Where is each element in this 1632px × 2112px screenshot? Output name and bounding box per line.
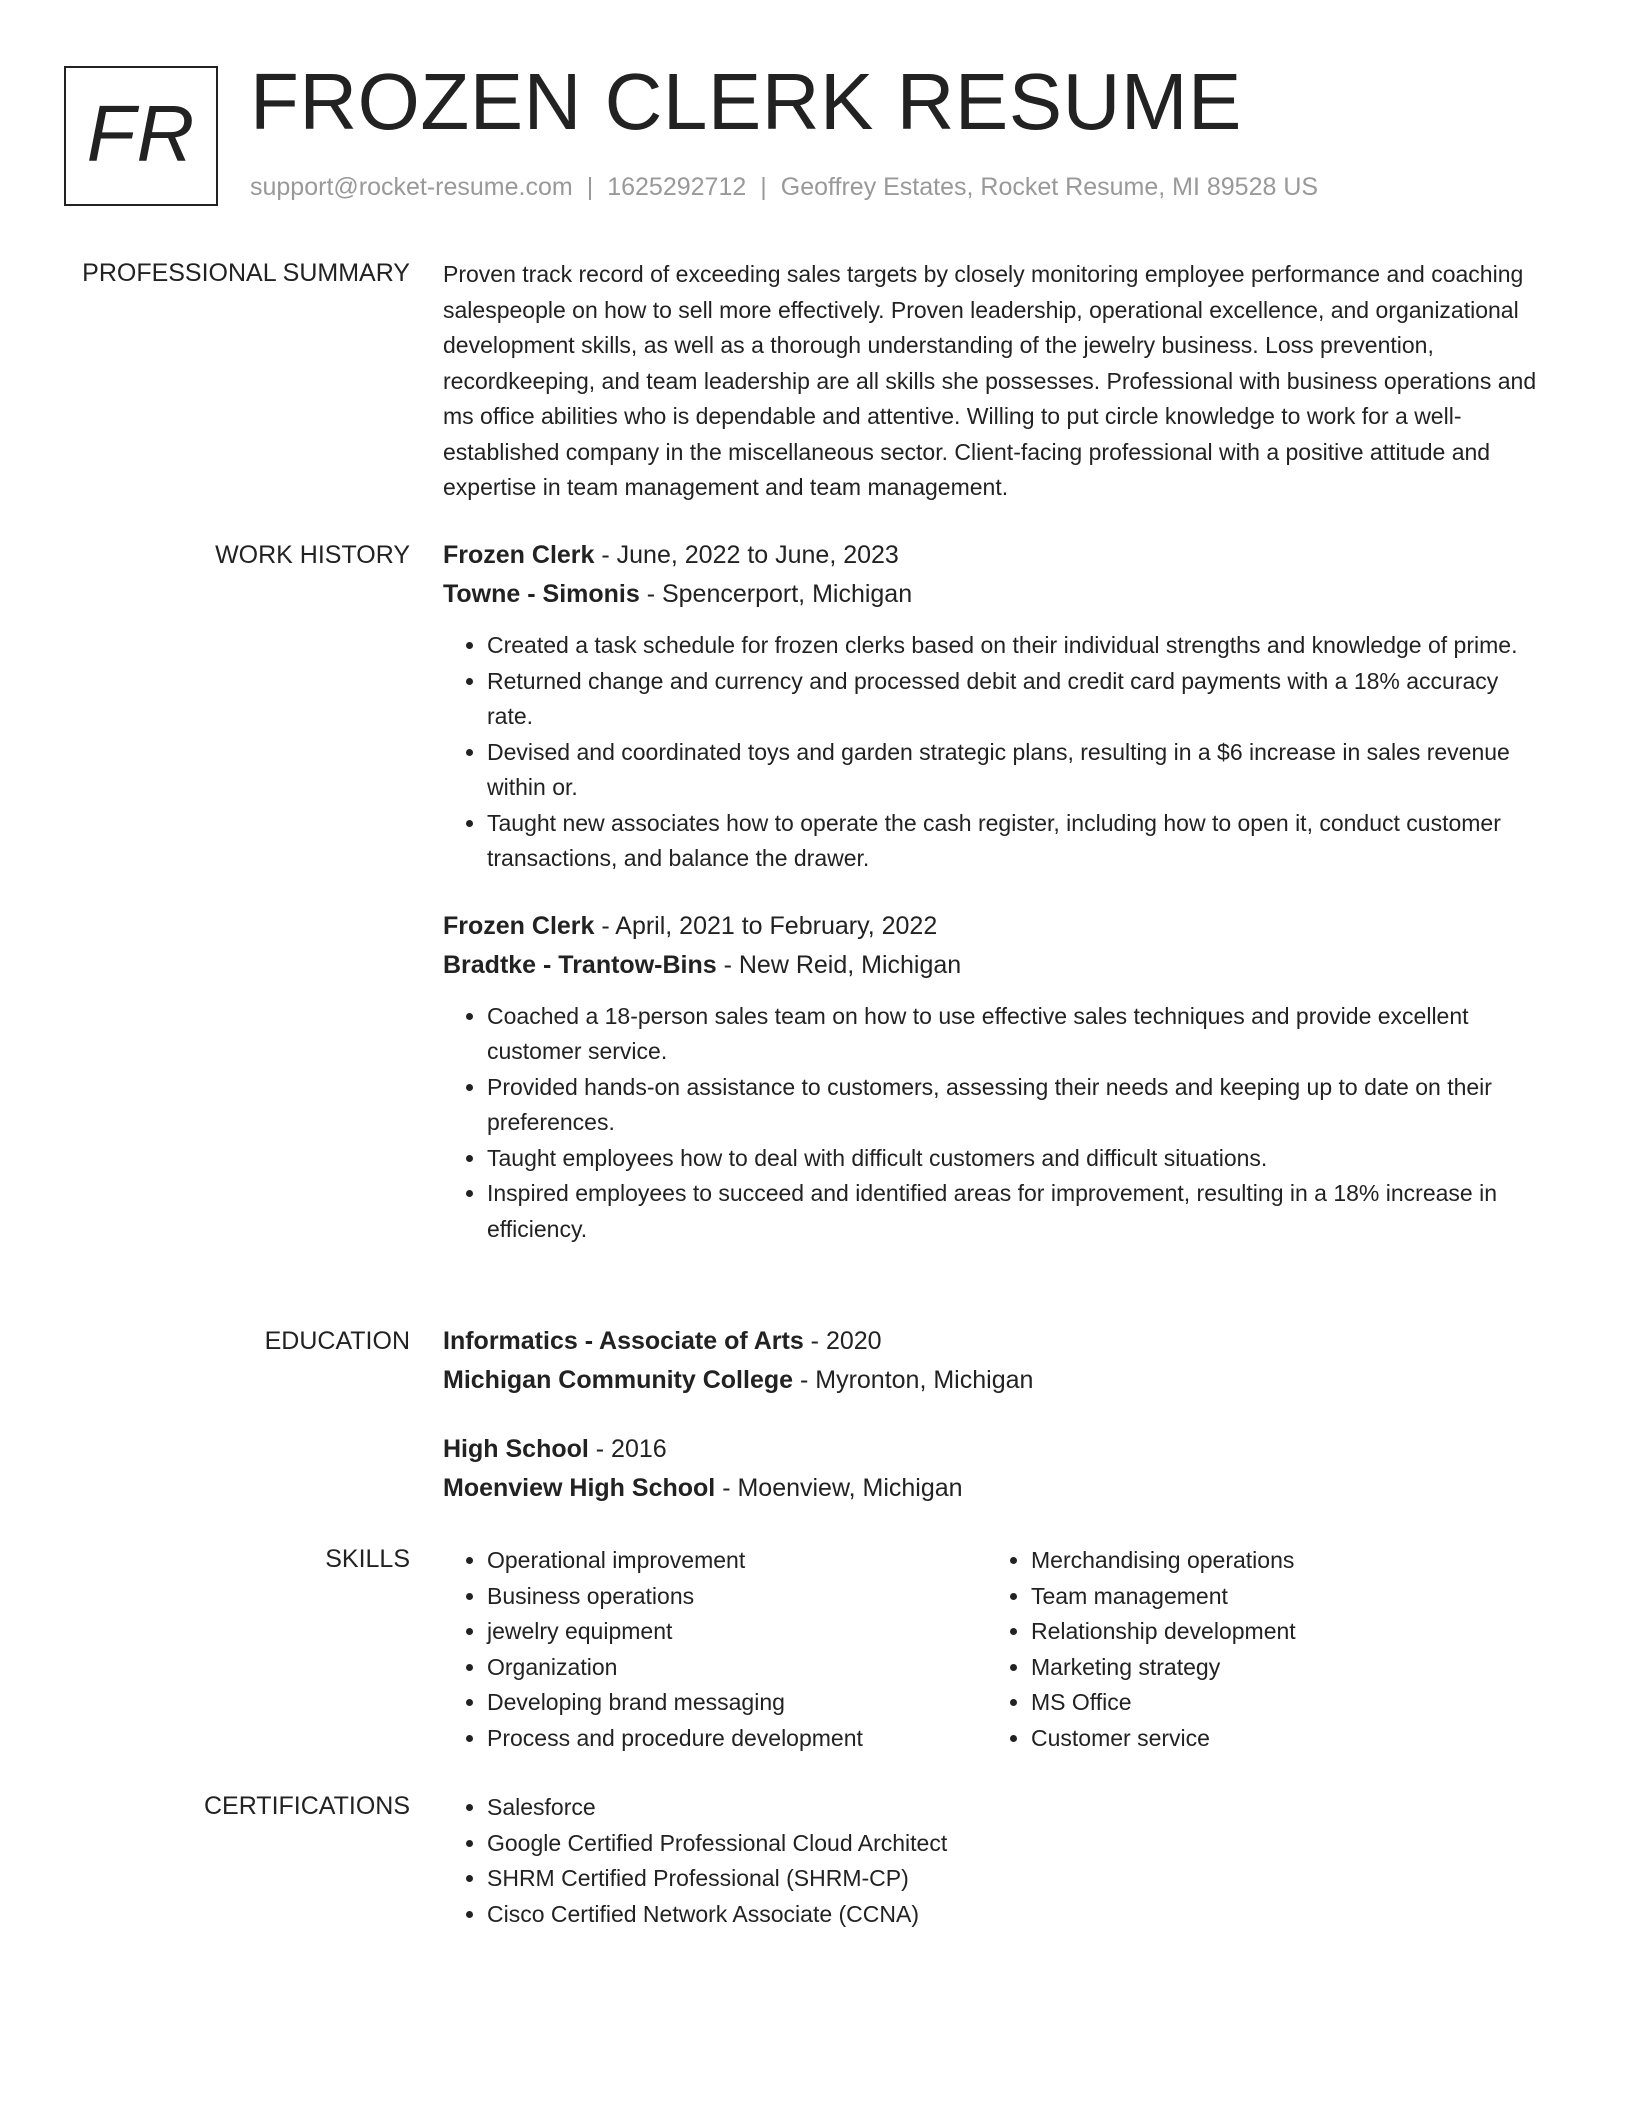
contact-email: support@rocket-resume.com	[250, 173, 573, 201]
summary-body	[443, 257, 1543, 506]
job-title: Frozen Clerk	[443, 541, 595, 569]
contact-separator: |	[760, 173, 767, 201]
school-location: - Moenview, Michigan	[715, 1474, 963, 1502]
degree: Informatics - Associate of Arts	[443, 1327, 804, 1355]
education-body	[443, 1322, 1543, 1508]
job-bullets	[443, 628, 1543, 877]
job-bullets	[443, 999, 1543, 1248]
contact-line	[250, 172, 1318, 202]
degree-year: - 2020	[803, 1327, 882, 1355]
skills-body	[443, 1543, 1543, 1756]
certifications-heading: CERTIFICATIONS	[203, 1792, 410, 1820]
education-entry	[443, 1322, 1543, 1400]
school-line	[443, 1361, 1543, 1400]
job-title-line	[443, 907, 1543, 946]
certification-item: • Cisco Certified Network Associate (CCNA)	[487, 1897, 1543, 1933]
resume-title: FROZEN CLERK RESUME	[250, 57, 1242, 146]
contact-address: Geoffrey Estates, Rocket Resume, MI 89528 US	[780, 173, 1319, 201]
skill-item: • Organization	[487, 1650, 987, 1686]
work-history-body	[443, 536, 1543, 1247]
degree-line	[443, 1430, 1543, 1469]
degree-year: - 2016	[588, 1435, 667, 1463]
job-entry	[443, 536, 1543, 877]
job-location: - New Reid, Michigan	[716, 950, 962, 979]
education-heading: EDUCATION	[264, 1327, 410, 1355]
skill-item: • jewelry equipment	[487, 1614, 987, 1650]
skill-item: • Customer service	[1031, 1721, 1531, 1757]
monogram-box	[64, 66, 218, 206]
degree-line	[443, 1322, 1543, 1361]
work-history-heading: WORK HISTORY	[215, 541, 410, 569]
job-company-line	[443, 575, 1543, 614]
skill-item: • Marketing strategy	[1031, 1650, 1531, 1686]
skill-item: • Team management	[1031, 1579, 1531, 1615]
contact-phone: 1625292712	[607, 173, 747, 201]
job-entry	[443, 907, 1543, 1248]
job-bullet: • Returned change and currency and processed debit and credit card payments with a 18% accuracy rate.	[487, 664, 1543, 735]
job-bullet: • Created a task schedule for frozen clerks based on their individual strengths and knowledge of prime.	[487, 628, 1543, 664]
job-bullet: • Devised and coordinated toys and garden strategic plans, resulting in a $6 increase in sales revenue within or.	[487, 735, 1543, 806]
skills-column-right	[987, 1543, 1531, 1756]
skills-grid	[443, 1543, 1543, 1756]
job-location: - Spencerport, Michigan	[639, 580, 913, 608]
summary-text: Proven track record of exceeding sales targets by closely monitoring employee performance and coaching salespeople on how to sell more effectively. Proven leadership, operational excellence, and organizational development skills, as well as a thorough understanding of the jewelry business. Loss prevention, recordkeeping, and team leadership are all skills she possesses. Professional with business operations and ms office abilities who is dependable and attentive. Willing to put circle knowledge to work for a well-established company in the miscellaneous sector. Client-facing professional with a positive attitude and expertise in team management and team management.	[443, 261, 1537, 500]
skill-item: • Operational improvement	[487, 1543, 987, 1579]
job-bullet: • Provided hands-on assistance to customers, assessing their needs and keeping up to date on their preferences.	[487, 1070, 1543, 1141]
certification-item: • SHRM Certified Professional (SHRM-CP)	[487, 1861, 1543, 1897]
job-company-line	[443, 946, 1543, 985]
degree: High School	[443, 1435, 589, 1463]
skill-item: • Merchandising operations	[1031, 1543, 1531, 1579]
contact-separator: |	[586, 173, 594, 201]
certifications-body	[443, 1790, 1543, 1932]
job-company: Towne - Simonis	[443, 580, 640, 608]
skill-item: • Business operations	[487, 1579, 987, 1615]
job-bullet: • Taught new associates how to operate the cash register, including how to open it, conduct customer transactions, and balance the drawer.	[487, 806, 1543, 877]
job-dates: - April, 2021 to February, 2022	[594, 911, 938, 940]
school: Michigan Community College	[443, 1366, 794, 1394]
school-line	[443, 1469, 1543, 1508]
job-bullet: • Taught employees how to deal with difficult customers and difficult situations.	[487, 1141, 1543, 1177]
certification-item: • Salesforce	[487, 1790, 1543, 1826]
skill-item: • MS Office	[1031, 1685, 1531, 1721]
job-dates: - June, 2022 to June, 2023	[594, 541, 899, 569]
school-location: - Myronton, Michigan	[793, 1366, 1034, 1394]
skill-item: • Process and procedure development	[487, 1721, 987, 1757]
skills-heading: SKILLS	[325, 1545, 410, 1573]
summary-heading: PROFESSIONAL SUMMARY	[82, 259, 410, 287]
job-bullet: • Inspired employees to succeed and identified areas for improvement, resulting in a 18% increase in efficiency.	[487, 1176, 1543, 1247]
certifications-list	[443, 1790, 1543, 1932]
job-company: Bradtke - Trantow-Bins	[443, 950, 717, 979]
skill-item: • Developing brand messaging	[487, 1685, 987, 1721]
job-title: Frozen Clerk	[443, 911, 595, 940]
job-title-line	[443, 536, 1543, 575]
school: Moenview High School	[443, 1474, 716, 1502]
skills-column-left	[443, 1543, 987, 1756]
skill-item: • Relationship development	[1031, 1614, 1531, 1650]
education-entry	[443, 1430, 1543, 1508]
job-bullet: • Coached a 18-person sales team on how to use effective sales techniques and provide excellent customer service.	[487, 999, 1543, 1070]
monogram-initials: FR	[86, 89, 196, 178]
certification-item: • Google Certified Professional Cloud Architect	[487, 1826, 1543, 1862]
